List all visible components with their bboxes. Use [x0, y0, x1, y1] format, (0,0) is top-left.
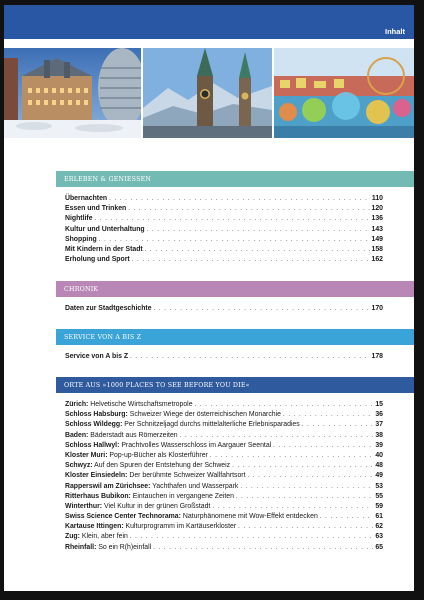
toc-entry-title: Mit Kindern in der Stadt: [65, 245, 143, 253]
section-header-service: [56, 329, 414, 345]
toc-entry-subtitle: Eintauchen in vergangene Zeiten: [132, 492, 234, 500]
dot-leader: [153, 545, 373, 551]
toc-entry-place: Kloster Einsiedeln:: [65, 472, 128, 480]
section-label: SERVICE VON A BIS Z: [64, 333, 142, 341]
toc-entry[interactable]: [65, 523, 383, 533]
toc-entry-title: [65, 533, 128, 540]
toc-entry-page: 36: [375, 411, 383, 419]
toc-entry-place: Schloss Habsburg:: [65, 411, 128, 419]
dot-leader: [320, 514, 374, 520]
dot-leader: [210, 453, 373, 459]
toc-entry-page: 53: [375, 482, 383, 490]
toc-entry-place: Schloss Hallwyl:: [65, 441, 120, 449]
toc-entry-title: Daten zur Stadtgeschichte: [65, 305, 152, 312]
toc-entry[interactable]: [65, 195, 383, 205]
toc-entry[interactable]: [65, 442, 383, 452]
dot-leader: [147, 227, 370, 233]
book-page: [4, 5, 414, 591]
dot-leader: [145, 247, 370, 253]
toc-entry[interactable]: [65, 236, 383, 246]
toc-entry-page: 62: [375, 523, 383, 531]
toc-entry-page: 55: [375, 492, 383, 500]
header-bar: [4, 5, 414, 39]
toc-entry-page: 110: [371, 195, 383, 202]
toc-entry-subtitle: Der berühmte Schweizer Wallfahrtsort: [129, 472, 246, 480]
toc-entry-place: Kartause Ittingen:: [65, 523, 124, 531]
section-label: ORTE AUS »1000 PLACES TO SEE BEFORE YOU DIE«: [64, 381, 250, 389]
dot-leader: [195, 402, 374, 408]
dot-leader: [283, 412, 373, 418]
toc-entry-page: 40: [375, 451, 383, 459]
dot-leader: [130, 354, 369, 360]
toc-entry[interactable]: [65, 503, 383, 513]
toc-list-1000-places: [65, 401, 383, 554]
dot-leader: [95, 216, 370, 222]
toc-entry-title: [65, 411, 281, 418]
section-label: CHRONIK: [64, 285, 99, 293]
toc-entry-page: 38: [375, 431, 383, 439]
toc-entry-subtitle: Helvetische Wirtschaftsmetropole: [90, 401, 193, 408]
photo-zurich-university: [4, 48, 141, 138]
toc-entry-subtitle: Prachtvolles Wasserschloss im Aargauer Seental: [121, 441, 272, 449]
toc-entry-title: Essen und Trinken: [65, 205, 127, 213]
toc-entry[interactable]: [65, 205, 383, 215]
toc-entry[interactable]: [65, 533, 383, 543]
toc-entry-page: 49: [375, 472, 383, 480]
toc-entry-title: [65, 493, 234, 500]
toc-list-service: [65, 353, 383, 363]
toc-entry-place: Rapperswil am Zürichsee:: [65, 482, 151, 490]
dot-leader: [232, 463, 373, 469]
toc-entry[interactable]: [65, 305, 383, 315]
toc-entry-subtitle: So ein R(h)einfall: [98, 543, 152, 551]
toc-entry[interactable]: [65, 452, 383, 462]
toc-entry-title: Erholung und Sport: [65, 256, 130, 264]
toc-entry-title: [65, 523, 236, 530]
toc-entry-subtitle: Yachthafen und Wasserpark: [152, 482, 239, 490]
dot-leader: [238, 524, 373, 530]
toc-entry-title: [65, 462, 230, 469]
dot-leader: [236, 494, 373, 500]
photo-zurich-church-towers: [143, 48, 272, 138]
toc-entry-page: 65: [375, 543, 383, 551]
toc-entry-title: Service von A bis Z: [65, 353, 129, 360]
dot-leader: [273, 443, 373, 449]
toc-entry[interactable]: [65, 215, 383, 225]
toc-entry-title: [65, 421, 300, 428]
dot-leader: [132, 257, 370, 263]
toc-entry[interactable]: [65, 421, 383, 431]
dot-leader: [180, 433, 374, 439]
toc-entry-place: Kloster Muri:: [65, 451, 108, 459]
toc-entry-place: Schwyz:: [65, 462, 93, 470]
toc-entry-page: 61: [375, 513, 383, 521]
toc-entry[interactable]: [65, 401, 383, 411]
dot-leader: [240, 484, 373, 490]
section-header-erleben: [56, 171, 414, 187]
toc-entry-page: 162: [371, 256, 383, 264]
toc-entry[interactable]: [65, 353, 383, 363]
toc-entry-page: 63: [375, 533, 383, 541]
dot-leader: [154, 306, 370, 312]
toc-list-chronik: [65, 305, 383, 315]
toc-entry-place: Winterthur:: [65, 502, 103, 510]
dot-leader: [212, 504, 373, 510]
toc-entry[interactable]: [65, 432, 383, 442]
dot-leader: [128, 206, 369, 212]
toc-entry-subtitle: Kulturprogramm im Kartäuserkloster: [125, 523, 237, 531]
toc-entry-page: 143: [371, 225, 383, 233]
toc-entry-page: 48: [375, 462, 383, 470]
section-header-chronik: [56, 281, 414, 297]
toc-entry-place: Swiss Science Center Technorama:: [65, 513, 181, 521]
dot-leader: [99, 237, 370, 243]
toc-entry-title: [65, 452, 208, 459]
toc-entry-title: [65, 503, 210, 510]
toc-entry-title: [65, 483, 238, 490]
toc-entry-page: 149: [371, 235, 383, 243]
page-title: Inhalt: [385, 27, 405, 36]
toc-entry-subtitle: Naturphänomene mit Wow-Effekt entdecken: [182, 513, 318, 521]
section-label: ERLEBEN & GENIESSEN: [64, 175, 152, 183]
toc-entry-subtitle: Schweizer Wiege der österreichischen Monarchie: [129, 411, 281, 419]
toc-entry-title: Übernachten: [65, 195, 108, 202]
toc-entry-page: 178: [371, 353, 383, 360]
toc-entry-title: [65, 442, 271, 449]
toc-entry[interactable]: [65, 472, 383, 482]
toc-entry-title: Nightlife: [65, 215, 93, 223]
toc-entry-place: Zürich:: [65, 401, 89, 408]
toc-entry-page: 15: [375, 401, 383, 408]
toc-entry-place: Schloss Wildegg:: [65, 421, 123, 429]
toc-entry-subtitle: Pop-up-Bücher als Klosterführer: [109, 451, 208, 459]
toc-entry-subtitle: Bäderstadt aus Römerzeiten: [90, 431, 178, 439]
toc-entry-place: Ritterhaus Bubikon:: [65, 492, 131, 500]
toc-entry[interactable]: [65, 462, 383, 472]
toc-entry-page: 170: [371, 305, 383, 312]
toc-entry-page: 158: [371, 245, 383, 253]
toc-entry-subtitle: Per Schnitzeljagd durchs mittelalterliche Erlebnisparadies: [124, 421, 300, 429]
toc-entry-title: [65, 544, 151, 551]
toc-entry-page: 37: [375, 421, 383, 429]
toc-entry[interactable]: [65, 483, 383, 493]
toc-entry-page: 136: [371, 215, 383, 223]
toc-entry-page: 120: [371, 205, 383, 213]
toc-entry-title: [65, 432, 178, 439]
toc-entry-place: Zug:: [65, 533, 80, 541]
toc-entry-title: [65, 513, 318, 520]
dot-leader: [109, 196, 370, 202]
toc-entry[interactable]: [65, 226, 383, 236]
toc-entry[interactable]: [65, 493, 383, 503]
dot-leader: [248, 473, 374, 479]
toc-entry-place: Rheinfall:: [65, 543, 97, 551]
toc-entry-page: 39: [375, 441, 383, 449]
toc-entry-title: [65, 401, 193, 408]
toc-entry-subtitle: Klein, aber fein: [81, 533, 128, 541]
toc-entry-place: Baden:: [65, 431, 89, 439]
toc-entry-page: 59: [375, 502, 383, 510]
toc-entry[interactable]: [65, 411, 383, 421]
toc-list-erleben: [65, 195, 383, 266]
dot-leader: [130, 534, 374, 540]
toc-entry[interactable]: [65, 513, 383, 523]
toc-entry[interactable]: [65, 246, 383, 256]
dot-leader: [302, 422, 374, 428]
photo-zurich-fairground: [274, 48, 414, 138]
toc-entry-title: Shopping: [65, 235, 97, 243]
toc-entry[interactable]: [65, 256, 383, 266]
section-header-1000-places: [56, 377, 414, 393]
toc-entry-title: [65, 472, 246, 479]
toc-entry-subtitle: Auf den Spuren der Entstehung der Schweiz: [94, 462, 231, 470]
toc-entry[interactable]: [65, 544, 383, 554]
toc-entry-title: Kultur und Unterhaltung: [65, 225, 145, 233]
toc-entry-subtitle: Viel Kultur in der grünen Großstadt: [104, 502, 211, 510]
